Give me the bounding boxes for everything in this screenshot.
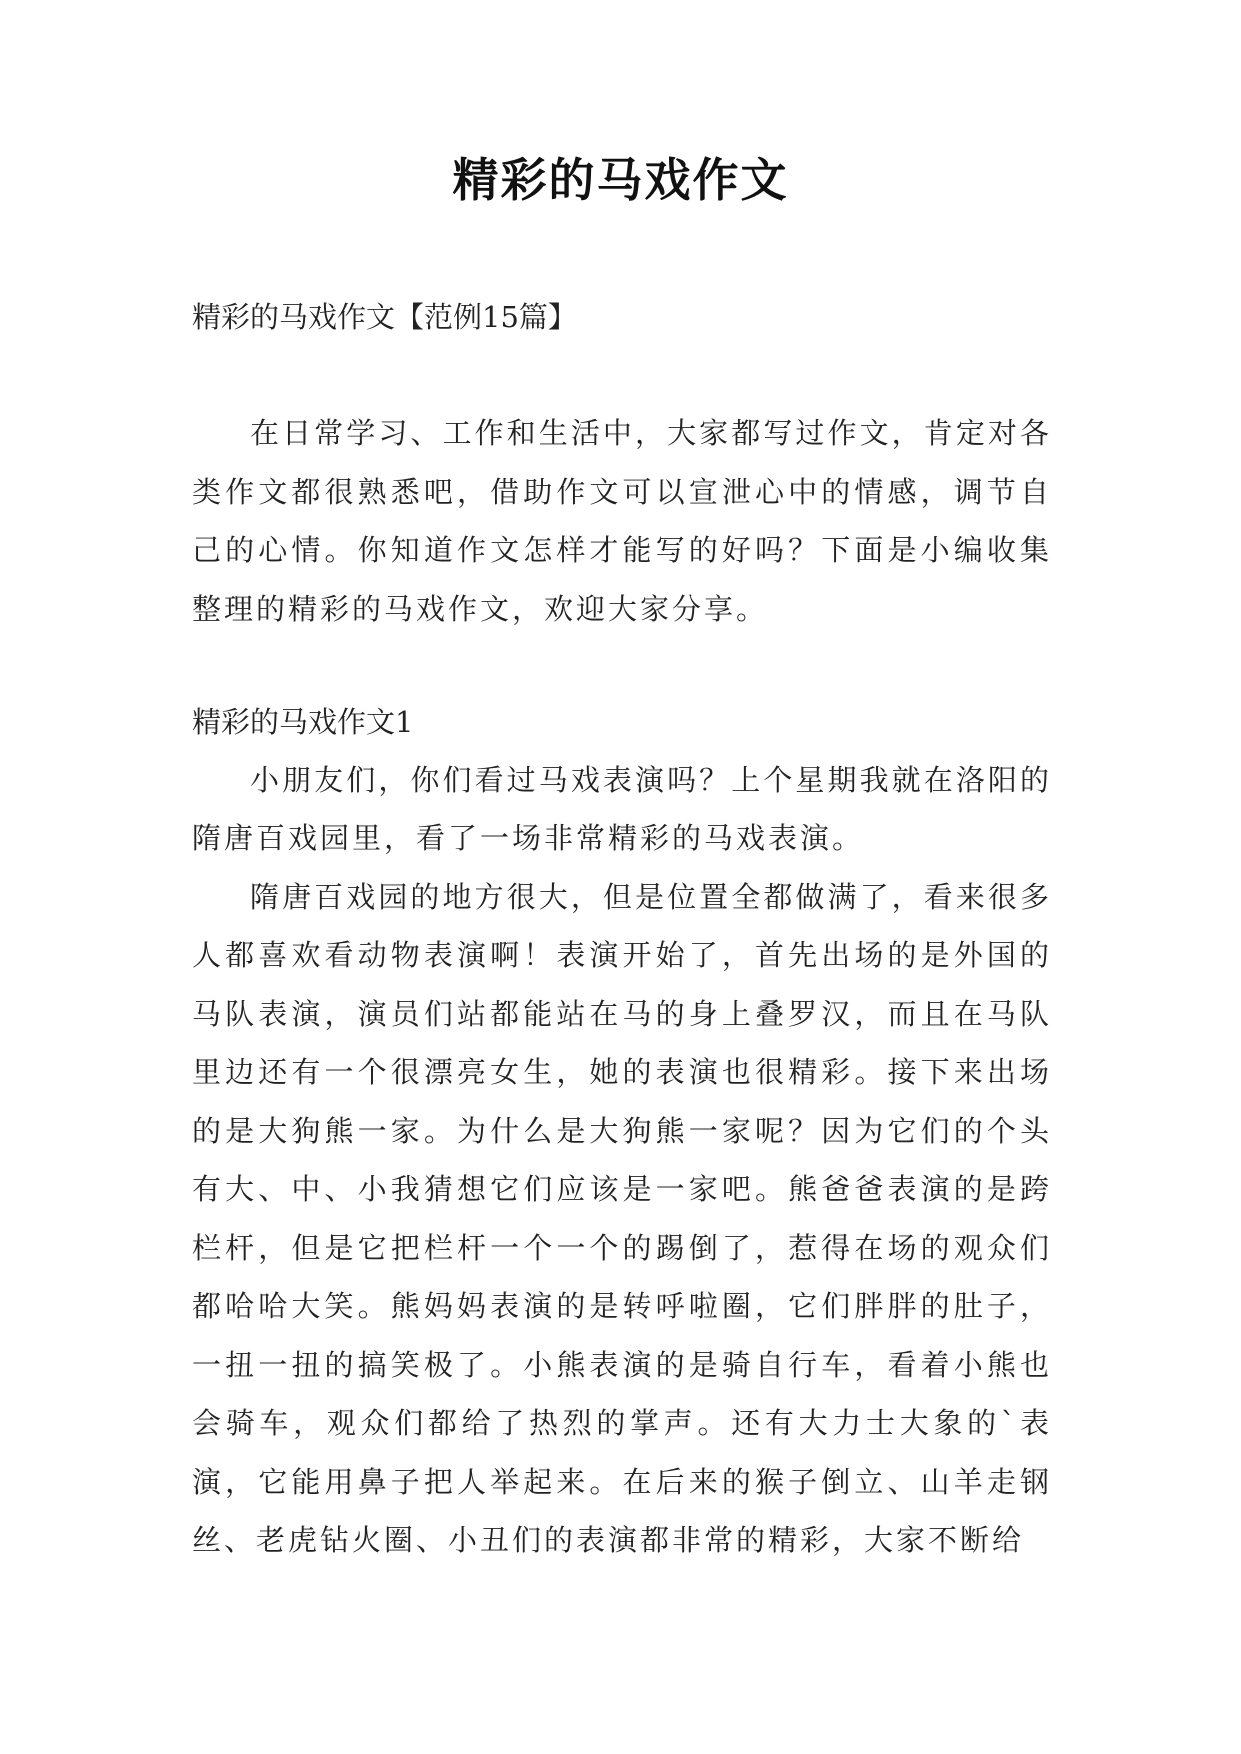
- essay-paragraph-2: 隋唐百戏园的地方很大，但是位置全都做满了，看来很多人都喜欢看动物表演啊！表演开始了，首先出场的是外国的马队表演，演员们站都能站在马的身上叠罗汉，而且在马队里边还有一个很漂亮女生，她的表演也很精彩。接下来出场的是大狗熊一家。为什么是大狗熊一家呢？因为它们的个头有大、中、小我猜想它们应该是一家吧。熊爸爸表演的是跨栏杆，但是它把栏杆一个一个的踢倒了，惹得在场的观众们都哈哈大笑。熊妈妈表演的是转呼啦圈，它们胖胖的肚子，一扭一扭的搞笑极了。小熊表演的是骑自行车，看着小熊也会骑车，观众们都给了热烈的掌声。还有大力士大象的`表演，它能用鼻子把人举起来。在后来的猴子倒立、山羊走钢丝、老虎钻火圈、小丑们的表演都非常的精彩，大家不断给: [192, 879, 1052, 1557]
- document-title: 精彩的马戏作文: [452, 153, 789, 207]
- document-subtitle: 精彩的马戏作文【范例15篇】: [192, 300, 577, 334]
- essay-section: [192, 692, 1052, 1570]
- heading-spacer: [192, 692, 1052, 751]
- intro-section: [192, 404, 1052, 638]
- intro-paragraph: 在日常学习、工作和生活中，大家都写过作文，肯定对各类作文都很熟悉吧，借助作文可以宣泄心中的情感，调节自己的心情。你知道作文怎样才能写的好吗？下面是小编收集整理的精彩的马戏作文，欢迎大家分享。: [192, 416, 1052, 626]
- section-heading: 精彩的马戏作文1: [192, 705, 414, 739]
- essay-paragraph-1: 小朋友们，你们看过马戏表演吗？上个星期我就在洛阳的隋唐百戏园里，看了一场非常精彩的马戏表演。: [192, 762, 1052, 855]
